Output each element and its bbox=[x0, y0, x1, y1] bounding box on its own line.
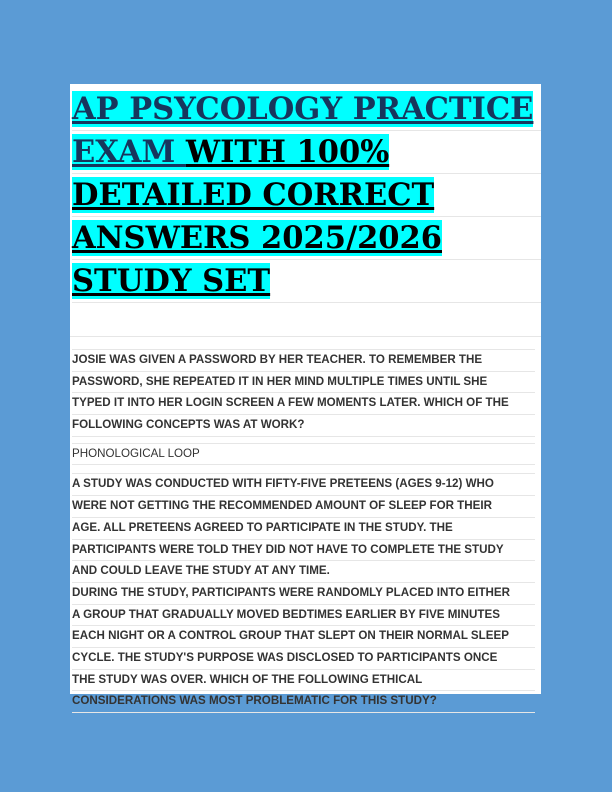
question-line: AGE. ALL PRETEENS AGREED TO PARTICIPATE IN THE STUDY. THE bbox=[72, 518, 535, 540]
question-line: A STUDY WAS CONDUCTED WITH FIFTY-FIVE PRETEENS (AGES 9-12) WHO bbox=[72, 474, 535, 496]
title-part: ANSWERS 2025/2026 bbox=[72, 220, 442, 256]
question-line: CONSIDERATIONS WAS MOST PROBLEMATIC FOR THIS STUDY? bbox=[72, 691, 535, 713]
spacer bbox=[72, 465, 535, 474]
question-line: THE STUDY WAS OVER. WHICH OF THE FOLLOWING ETHICAL bbox=[72, 670, 535, 692]
question-line: TYPED IT INTO HER LOGIN SCREEN A FEW MOMENTS LATER. WHICH OF THE bbox=[72, 393, 535, 415]
title-line bbox=[72, 260, 541, 303]
title-part: EXAM bbox=[72, 134, 186, 170]
question-line: WERE NOT GETTING THE RECOMMENDED AMOUNT OF SLEEP FOR THEIR bbox=[72, 496, 535, 518]
question-line: PARTICIPANTS WERE TOLD THEY DID NOT HAVE TO COMPLETE THE STUDY bbox=[72, 540, 535, 562]
document-body bbox=[70, 337, 541, 713]
document-title bbox=[70, 84, 541, 303]
question-line: DURING THE STUDY, PARTICIPANTS WERE RANDOMLY PLACED INTO EITHER bbox=[72, 583, 535, 605]
title-line bbox=[72, 174, 541, 217]
title-part: STUDY SET bbox=[72, 263, 271, 299]
spacer bbox=[72, 437, 535, 444]
question-line: EACH NIGHT OR A CONTROL GROUP THAT SLEPT ON THEIR NORMAL SLEEP bbox=[72, 626, 535, 648]
question-line: PASSWORD, SHE REPEATED IT IN HER MIND MULTIPLE TIMES UNTIL SHE bbox=[72, 372, 535, 394]
spacer bbox=[72, 337, 535, 350]
question-2 bbox=[72, 474, 535, 713]
question-line: A GROUP THAT GRADUALLY MOVED BEDTIMES EARLIER BY FIVE MINUTES bbox=[72, 605, 535, 627]
title-line bbox=[72, 217, 541, 260]
title-line bbox=[72, 88, 541, 131]
question-line: FOLLOWING CONCEPTS WAS AT WORK? bbox=[72, 415, 535, 437]
question-line: CYCLE. THE STUDY'S PURPOSE WAS DISCLOSED TO PARTICIPANTS ONCE bbox=[72, 648, 535, 670]
title-part: DETAILED CORRECT bbox=[72, 177, 435, 213]
document-page bbox=[70, 84, 541, 708]
title-part: WITH 100% bbox=[185, 134, 390, 170]
question-1 bbox=[72, 350, 535, 437]
question-line: JOSIE WAS GIVEN A PASSWORD BY HER TEACHER. TO REMEMBER THE bbox=[72, 350, 535, 372]
title-part: AP PSYCOLOGY PRACTICE bbox=[72, 91, 534, 127]
question-line: AND COULD LEAVE THE STUDY AT ANY TIME. bbox=[72, 561, 535, 583]
answer-1: PHONOLOGICAL LOOP bbox=[72, 444, 535, 466]
title-line bbox=[72, 131, 541, 174]
spacer bbox=[70, 303, 541, 337]
